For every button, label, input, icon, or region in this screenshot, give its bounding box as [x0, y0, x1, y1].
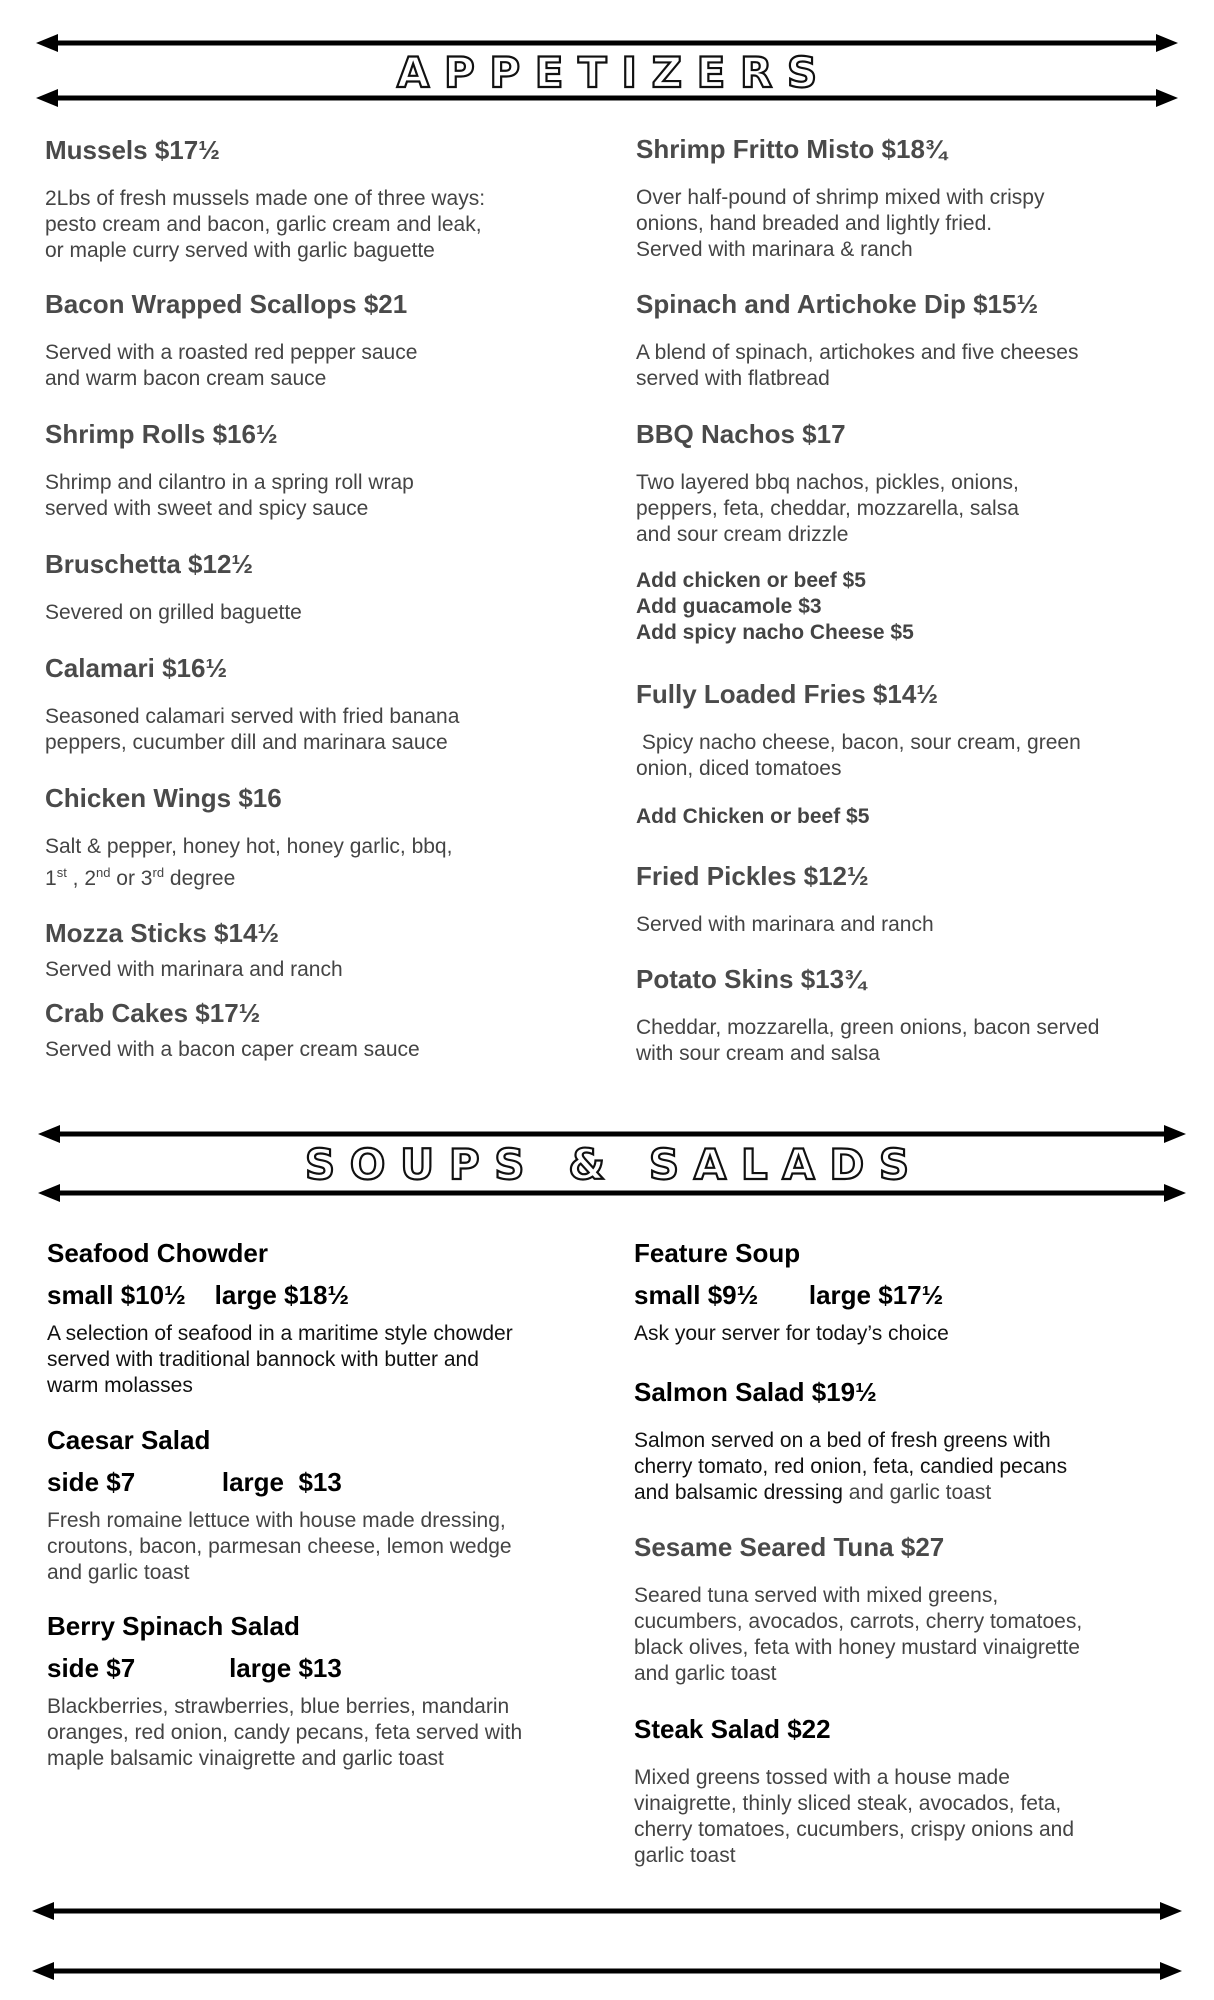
- item-name: Bruschetta $12½: [45, 549, 254, 579]
- menu-item: [634, 1237, 1204, 1347]
- menu-item: [45, 288, 605, 392]
- item-description: Two layered bbq nachos, pickles, onions, peppers, feta, cheddar, mozzarella, salsa and sour cream drizzle: [636, 471, 1019, 546]
- item-name: Feature Soup: [634, 1238, 801, 1268]
- menu-item: [45, 917, 605, 983]
- item-description: Served with marinara and ranch: [636, 913, 934, 936]
- item-name: Crab Cakes $17½: [45, 998, 261, 1028]
- menu-item: [45, 134, 605, 264]
- menu-item: [45, 997, 605, 1063]
- menu-item: [45, 782, 605, 892]
- item-description: Over half-pound of shrimp mixed with crispy onions, hand breaded and lightly fried. Served with marinara & ranch: [636, 186, 1045, 261]
- item-description: A selection of seafood in a maritime style chowder served with traditional bannock with butter and warm molasses: [47, 1322, 513, 1397]
- item-name: Steak Salad $22: [634, 1714, 831, 1744]
- item-addon: Add guacamole $3: [636, 595, 822, 618]
- item-description: Served with marinara and ranch: [45, 958, 343, 981]
- item-name: Fully Loaded Fries $14½: [636, 679, 938, 709]
- item-description: Mixed greens tossed with a house made vinaigrette, thinly sliced steak, avocados, feta, cherry tomatoes, cucumbers, crispy onions and garlic toast: [634, 1766, 1075, 1867]
- item-name: Potato Skins $13¾: [636, 964, 866, 994]
- appetizers-arrow-divider: [0, 83, 1214, 113]
- item-description: Cheddar, mozzarella, green onions, bacon served with sour cream and salsa: [636, 1016, 1100, 1065]
- item-description: Served with a roasted red pepper sauce and warm bacon cream sauce: [45, 341, 418, 390]
- item-description: Seasoned calamari served with fried banana peppers, cucumber dill and marinara sauce: [45, 705, 460, 754]
- item-name: Bacon Wrapped Scallops $21: [45, 289, 408, 319]
- item-description: A blend of spinach, artichokes and five cheeses served with flatbread: [636, 341, 1079, 390]
- item-sizes: small $9½ large $17½: [634, 1280, 944, 1310]
- item-addon: Add chicken or beef $5: [636, 569, 866, 592]
- menu-item: [636, 418, 1196, 646]
- item-description: Fresh romaine lettuce with house made dressing, croutons, bacon, parmesan cheese, lemon wedge and garlic toast: [47, 1509, 512, 1584]
- item-description-main: Salmon served on a bed of fresh greens with cherry tomato, red onion, feta, candied pecans and balsamic dressing: [634, 1429, 1068, 1504]
- item-description: Served with a bacon caper cream sauce: [45, 1038, 420, 1061]
- menu-item: [47, 1424, 607, 1586]
- menu-item: [45, 652, 605, 756]
- item-description: Spicy nacho cheese, bacon, sour cream, green onion, diced tomatoes: [636, 731, 1081, 780]
- menu-item: [634, 1531, 1204, 1687]
- item-description: Salt & pepper, honey hot, honey garlic, bbq,: [45, 835, 453, 858]
- item-description-degree-line: 1st , 2nd or 3rd degree: [45, 865, 236, 890]
- item-name: Mussels $17½: [45, 135, 220, 165]
- item-description: Seared tuna served with mixed greens, cucumbers, avocados, carrots, cherry tomatoes, black olives, feta with honey mustard vinaigrette and garlic toast: [634, 1584, 1083, 1685]
- menu-item: [636, 133, 1196, 263]
- appetizers-heading: A P P E T I Z E R S: [396, 48, 818, 97]
- item-description: Blackberries, strawberries, blue berries, mandarin oranges, red onion, candy pecans, feta served with maple balsamic vinaigrette and garlic toast: [47, 1695, 523, 1770]
- item-name: Fried Pickles $12½: [636, 861, 869, 891]
- soups-bottom-arrow-divider: [0, 1178, 1214, 1208]
- menu-item: [636, 288, 1196, 392]
- menu-item: [636, 678, 1196, 830]
- menu-item: [634, 1713, 1204, 1869]
- item-description: Shrimp and cilantro in a spring roll wrap served with sweet and spicy sauce: [45, 471, 414, 520]
- item-name: Caesar Salad: [47, 1425, 211, 1455]
- item-name: Shrimp Fritto Misto $18¾: [636, 134, 947, 164]
- menu-item: [47, 1610, 607, 1772]
- item-name: Chicken Wings $16: [45, 783, 282, 813]
- menu-item: [45, 548, 605, 626]
- item-name: Salmon Salad $19½: [634, 1377, 877, 1407]
- soups-salads-heading: S O U P S & S A L A D S: [304, 1140, 910, 1189]
- item-sizes: side $7 large $13: [47, 1653, 342, 1683]
- menu-item: [634, 1376, 1204, 1506]
- item-name: Seafood Chowder: [47, 1238, 269, 1268]
- item-sizes: small $10½ large $18½: [47, 1280, 350, 1310]
- item-description: [634, 1428, 1204, 1506]
- item-description-tail: and garlic toast: [842, 1481, 992, 1504]
- menu-item: [636, 963, 1196, 1067]
- menu-item: [636, 860, 1196, 938]
- item-name: Mozza Sticks $14½: [45, 918, 280, 948]
- bottom-arrow-divider: [0, 1956, 1214, 1986]
- item-addon: Add Chicken or beef $5: [636, 805, 870, 828]
- item-name: Berry Spinach Salad: [47, 1611, 300, 1641]
- item-name: Sesame Seared Tuna $27: [634, 1532, 945, 1562]
- item-addon: Add spicy nacho Cheese $5: [636, 621, 914, 644]
- menu-item: [45, 418, 605, 522]
- item-description: Ask your server for today’s choice: [634, 1322, 949, 1345]
- item-description: 2Lbs of fresh mussels made one of three ways: pesto cream and bacon, garlic cream and leak, or maple curry served with garlic baguette: [45, 187, 486, 262]
- item-description: Severed on grilled baguette: [45, 601, 302, 624]
- bottom-arrow-divider: [0, 1896, 1214, 1926]
- item-name: Shrimp Rolls $16½: [45, 419, 278, 449]
- menu-item: [47, 1237, 607, 1399]
- item-name: Calamari $16½: [45, 653, 228, 683]
- item-name: Spinach and Artichoke Dip $15½: [636, 289, 1039, 319]
- item-name: BBQ Nachos $17: [636, 419, 846, 449]
- item-sizes: side $7 large $13: [47, 1467, 342, 1497]
